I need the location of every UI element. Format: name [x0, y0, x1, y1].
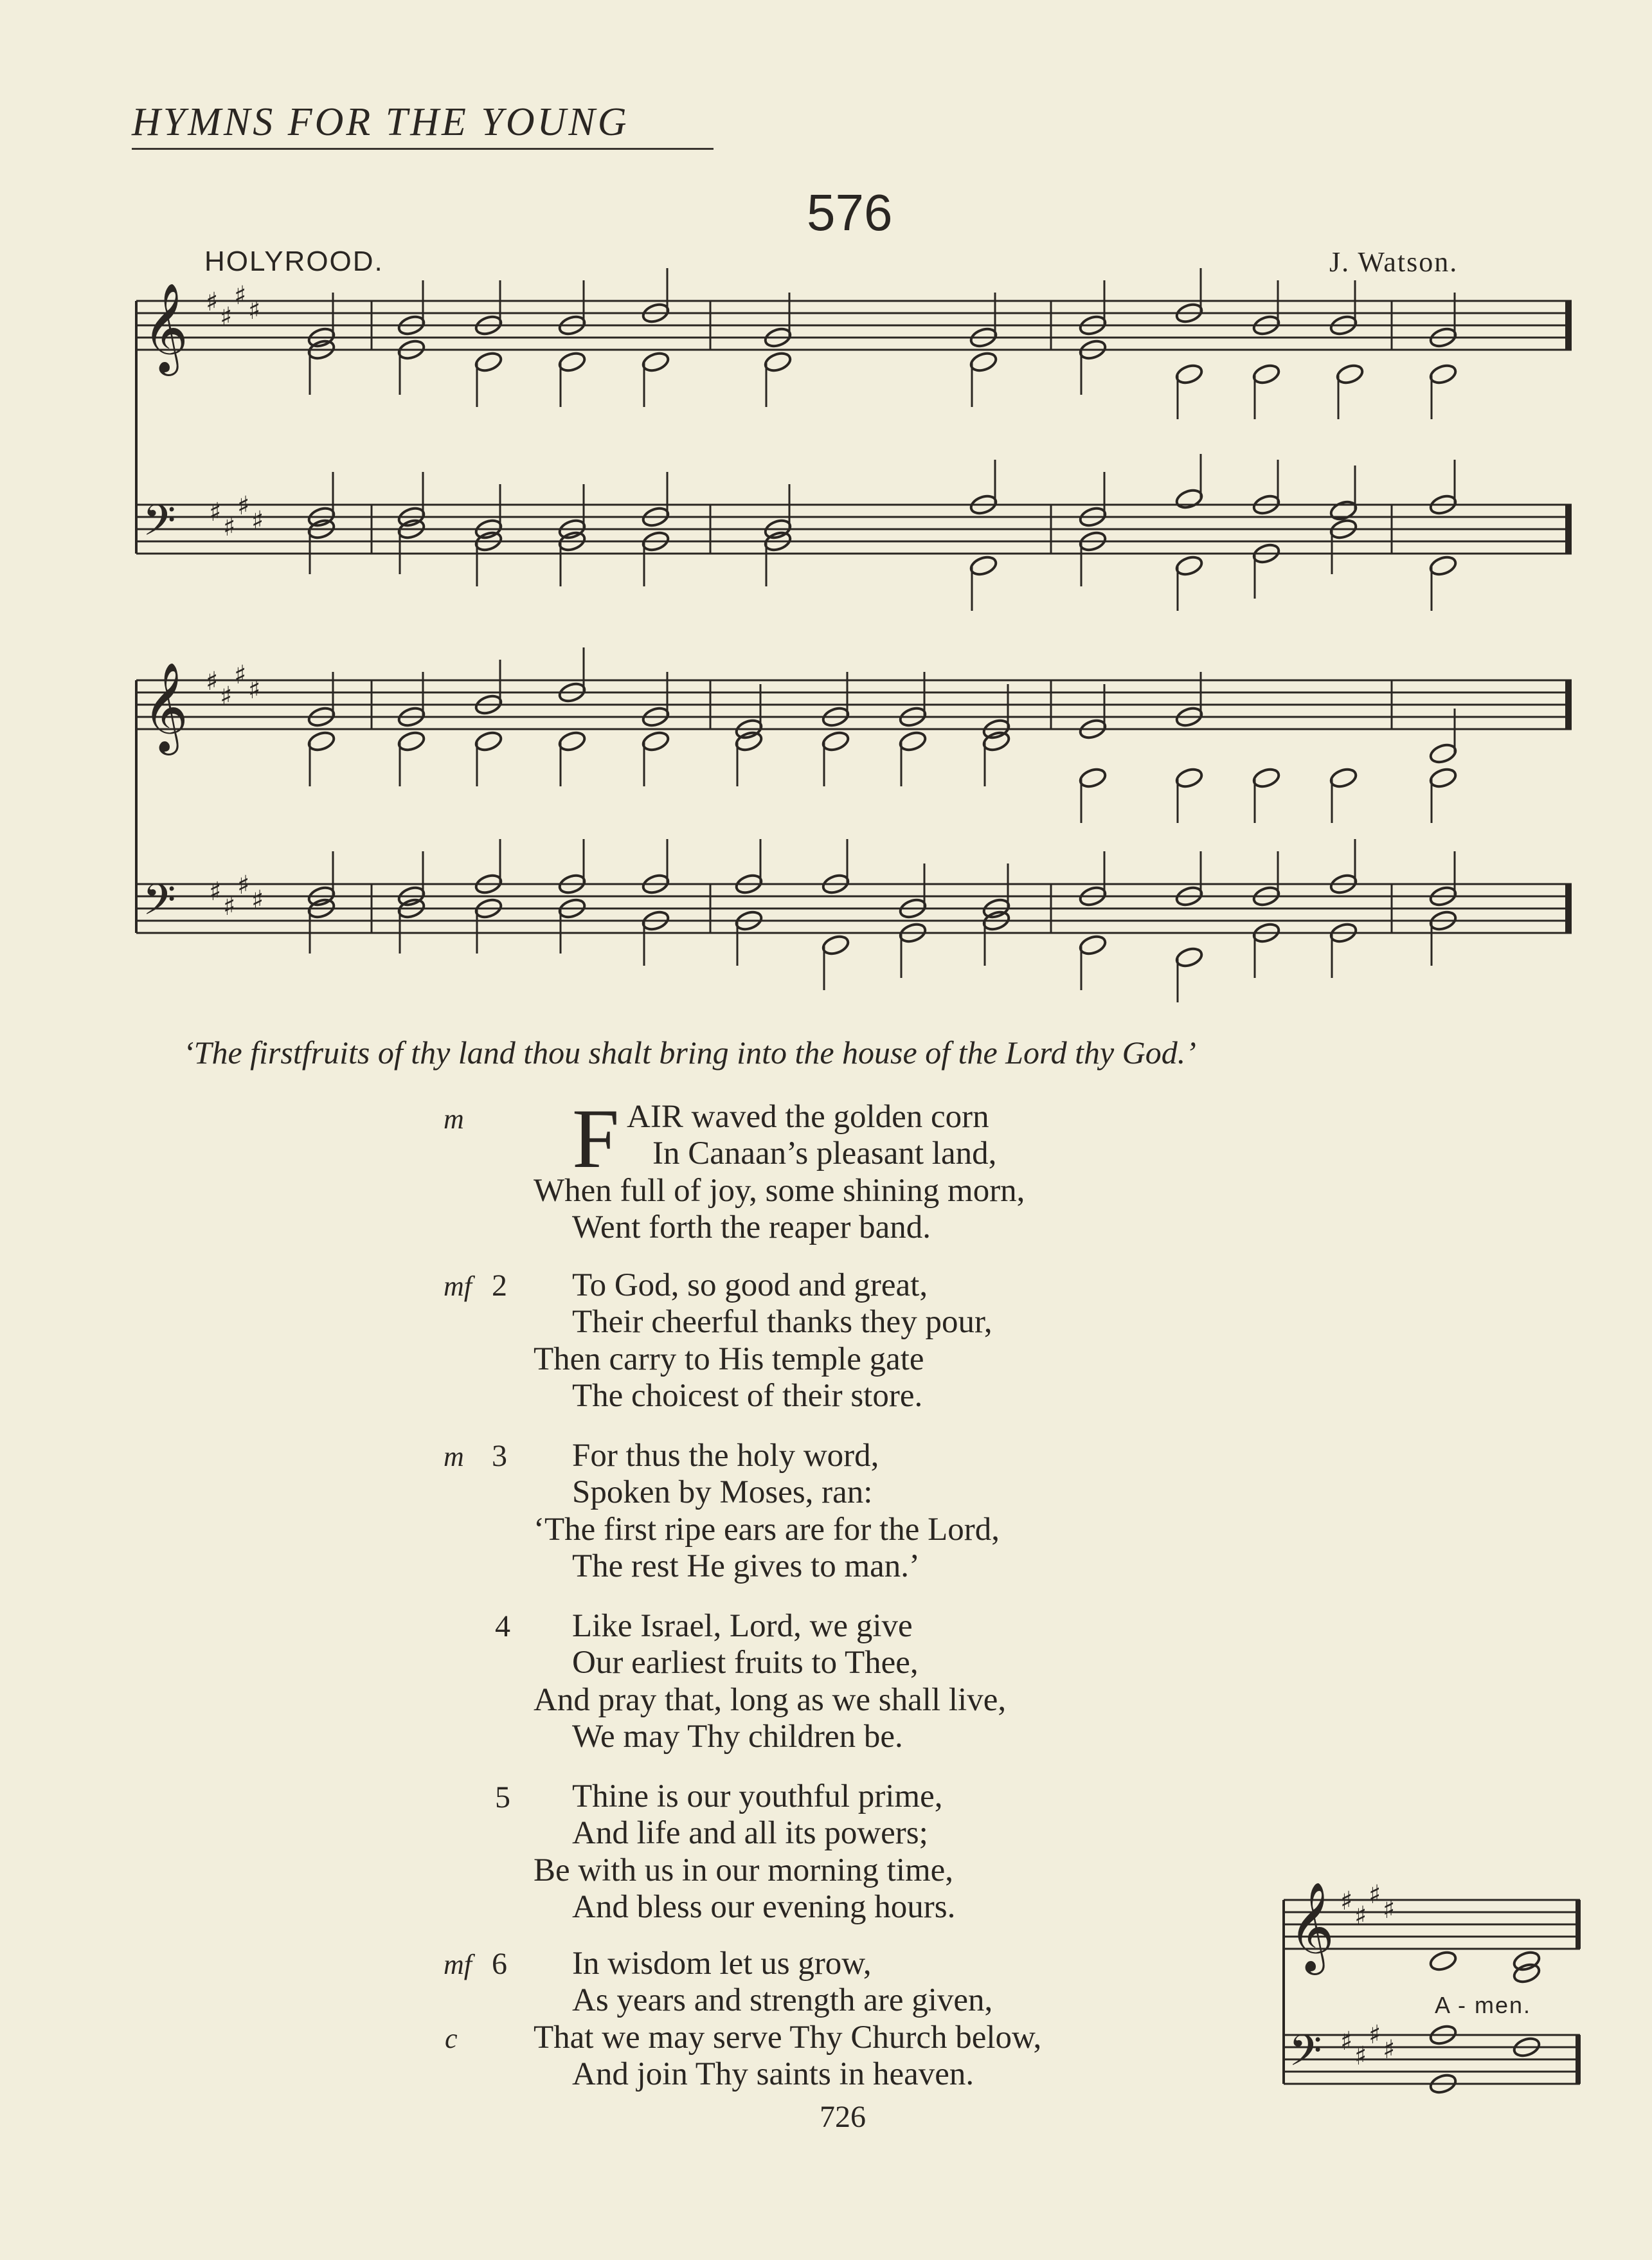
note-head [557, 730, 587, 753]
verse-number: 4 [495, 1609, 510, 1643]
dynamic-mark: mf [444, 1270, 472, 1302]
verse-line: As years and strength are given, [572, 1982, 993, 2018]
note-head [307, 730, 336, 753]
verse-line: In wisdom let us grow, [572, 1946, 872, 1982]
verse-line: Thine is our youthful prime, [572, 1778, 943, 1814]
sharp-icon: ♯ [1354, 2041, 1367, 2071]
verse-number: 3 [492, 1439, 507, 1473]
verse-line: In Canaan’s pleasant land, [652, 1135, 997, 1171]
note-head [1512, 1962, 1541, 1985]
sharp-icon: ♯ [206, 667, 219, 696]
sharp-icon: ♯ [209, 877, 222, 907]
verse-line: Be with us in our morning time, [534, 1852, 954, 1888]
verse-line: That we may serve Thy Church below, [534, 2020, 1042, 2056]
sharp-icon: ♯ [237, 871, 250, 900]
sharp-icon: ♯ [1340, 2027, 1353, 2056]
note-head [1174, 363, 1204, 386]
note-head [1428, 766, 1458, 790]
sharp-icon: ♯ [248, 296, 261, 325]
note-head [1078, 766, 1108, 790]
verse-line: Spoken by Moses, ran: [572, 1474, 873, 1510]
sharp-icon: ♯ [248, 675, 261, 705]
note-head [641, 350, 670, 374]
note-head [1335, 363, 1365, 386]
note-head [1329, 499, 1358, 522]
verse-line: And bless our evening hours. [572, 1889, 956, 1925]
treble-clef-icon: 𝄞 [1289, 1882, 1334, 1971]
note-head [1329, 766, 1358, 790]
epigraph: ‘The firstfruits of thy land thou shalt bring into the house of the Lord thy God.’ [183, 1035, 1196, 1071]
note-head [1252, 766, 1281, 790]
bass-clef-icon: 𝄢 [143, 875, 176, 935]
sharp-icon: ♯ [251, 506, 264, 536]
treble-clef-icon: 𝄞 [143, 662, 188, 752]
dynamic-mark: mf [444, 1949, 472, 1980]
verse-line: The choicest of their store. [572, 1378, 923, 1414]
note-head [1512, 1949, 1541, 1973]
verse-number: 5 [495, 1780, 510, 1814]
verse-line: To God, so good and great, [572, 1267, 928, 1303]
note-head [474, 350, 503, 374]
note-head [1428, 363, 1458, 386]
verse-number: 6 [492, 1947, 507, 1981]
sharp-icon: ♯ [206, 287, 219, 317]
sharp-icon: ♯ [1369, 1880, 1381, 1910]
sharp-icon: ♯ [1340, 1886, 1353, 1916]
note-head [1428, 1949, 1458, 1973]
drop-capital: F [572, 1091, 620, 1186]
running-head: HYMNS FOR THE YOUNG [132, 100, 714, 150]
note-head [397, 730, 426, 753]
verse-line: And pray that, long as we shall live, [534, 1682, 1007, 1718]
verse-number: 2 [492, 1269, 507, 1303]
verse-line: ‘The first ripe ears are for the Lord, [534, 1512, 1000, 1548]
note-head [982, 730, 1011, 753]
note-head [1428, 742, 1458, 765]
sharp-icon: ♯ [237, 491, 250, 521]
note-head [969, 350, 998, 374]
note-head [898, 730, 928, 753]
verse-line: And join Thy saints in heaven. [572, 2056, 974, 2092]
composer-name: J. Watson. [1329, 246, 1459, 278]
note-head [734, 730, 764, 753]
note-head [1174, 487, 1204, 511]
verse-line: The rest He gives to man.’ [572, 1548, 920, 1584]
note-head [1174, 766, 1204, 790]
bass-clef-icon: 𝄢 [1289, 2026, 1322, 2086]
note-head [1428, 554, 1458, 577]
sharp-icon: ♯ [1383, 1895, 1396, 1924]
bass-clef-icon: 𝄢 [143, 496, 176, 556]
page-number: 726 [820, 2100, 866, 2134]
verse-line: Then carry to His temple gate [534, 1341, 924, 1377]
sharp-icon: ♯ [234, 660, 247, 690]
note-head [1252, 363, 1281, 386]
note-head [557, 350, 587, 374]
note-head [474, 730, 503, 753]
note-head [1078, 934, 1108, 957]
sharp-icon: ♯ [223, 512, 236, 542]
verse-line: For thus the holy word, [572, 1438, 879, 1474]
sharp-icon: ♯ [1383, 2035, 1396, 2065]
sharp-icon: ♯ [1369, 2020, 1381, 2050]
verse-line: And life and all its powers; [572, 1815, 928, 1851]
verse-line: Went forth the reaper band. [572, 1209, 931, 1245]
note-head [821, 730, 850, 753]
verse-line: Like Israel, Lord, we give [572, 1608, 913, 1644]
sharp-icon: ♯ [234, 281, 247, 311]
sharp-icon: ♯ [220, 682, 233, 711]
sharp-icon: ♯ [220, 302, 233, 332]
sharp-icon: ♯ [209, 498, 222, 527]
dynamic-mark: m [444, 1441, 464, 1472]
note-head [969, 554, 998, 577]
note-head [821, 934, 850, 957]
dynamic-mark: c [445, 2023, 458, 2054]
tune-name: HOLYROOD. [204, 246, 384, 277]
verse-line: When full of joy, some shining morn, [534, 1173, 1025, 1209]
sharp-icon: ♯ [1354, 1901, 1367, 1931]
treble-clef-icon: 𝄞 [143, 283, 188, 372]
amen-lyric: A - men. [1435, 1992, 1532, 2018]
sharp-icon: ♯ [223, 892, 236, 921]
sharp-icon: ♯ [251, 885, 264, 915]
hymn-number: 576 [807, 184, 893, 241]
note-head [1174, 554, 1204, 577]
note-head [641, 730, 670, 753]
verse-line: AIR waved the golden corn [627, 1099, 989, 1135]
verse-line: We may Thy children be. [572, 1719, 903, 1755]
dynamic-mark: m [444, 1103, 464, 1135]
verse-line: Their cheerful thanks they pour, [572, 1304, 992, 1340]
note-head [1174, 946, 1204, 969]
note-head [763, 350, 793, 374]
verse-line: Our earliest fruits to Thee, [572, 1645, 919, 1681]
